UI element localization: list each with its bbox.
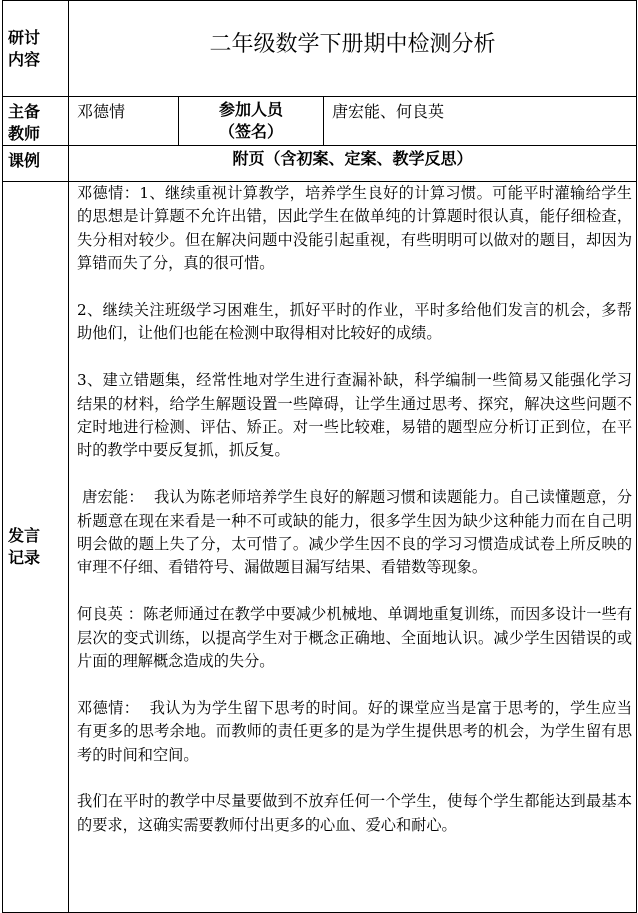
record-row — [3, 182, 637, 913]
topic-label-line2: 内容 — [8, 49, 41, 69]
page-title: 二年级数学下册期中检测分析 — [209, 32, 496, 57]
record-paragraph-1: 邓德情：1、继续重视计算教学，培养学生良好的计算习惯。可能平时灌输给学生的思想是计算题不允许出错，因此学生在做单纯的计算题时很认真，能仔细检查，失分相对较少。但在解决问题中没能引起重视，有些明明可以做对的题目，却因为算错而失了分，真的很可惜。 — [77, 184, 632, 273]
record-paragraph-5-text: 陈老师通过在教学中要减少机械地、单调地重复训练，而因多设计一些有层次的变式训练，以提高学生对于概念正确地、全面地认识。减少学生因错误的或片面的理解概念造成的失分。 — [77, 605, 633, 671]
record-paragraph-3: 3、建立错题集，经常性地对学生进行查漏补缺，科学编制一些简易又能强化学习结果的材料，给学生解题设置一些障碍，让学生通过思考、探究，解决这些问题不定时地进行检测、评估、矫正。对一些比较难，易错的题型应分析订正到位，在平时的教学中要反复抓，抓反复。 — [77, 371, 632, 460]
lesson-label: 课例 — [3, 146, 69, 182]
participants-label-cell — [179, 97, 324, 146]
record-label-line2: 记录 — [8, 548, 41, 567]
lead-teacher-label-line1: 主备 — [8, 102, 41, 121]
record-paragraph-6-text: 我认为为学生留下思考的时间。好的课堂应当是富于思考的，学生应当有更多的思考余地。而教师的责任更多的是为学生提供思考的机会，为学生留有思考的时间和空间。 — [77, 698, 632, 764]
title-cell — [69, 1, 637, 97]
lead-teacher-label-line2: 教师 — [8, 124, 41, 143]
speaker-deng: 邓德情： — [77, 698, 150, 717]
speaker-tang: 唐宏能： — [77, 488, 154, 507]
lesson-row — [3, 146, 637, 182]
participants-label-line1: 参加人员 — [218, 100, 283, 119]
lead-teacher-value: 邓德情 — [69, 97, 179, 146]
record-paragraph-7: 我们在平时的教学中尽量要做到不放弃任何一个学生，使每个学生都能达到最基本的要求，这确实需要教师付出更多的心血、爱心和耐心。 — [77, 792, 632, 834]
record-content — [69, 182, 637, 913]
topic-label-cell — [3, 1, 69, 97]
lead-teacher-label-cell — [3, 97, 69, 146]
teacher-row — [3, 97, 637, 146]
topic-label-line1: 研讨 — [8, 27, 41, 47]
record-paragraph-4 — [77, 486, 632, 580]
record-paragraph-5 — [77, 603, 632, 673]
record-paragraph-2: 2、继续关注班级学习困难生，抓好平时的作业，平时多给他们发言的机会，多帮助他们，让他们也能在检测中取得相对比较好的成绩。 — [77, 301, 632, 343]
participants-label-line2: （签名） — [218, 122, 283, 141]
record-paragraph-6 — [77, 697, 632, 767]
record-label-cell — [3, 182, 69, 913]
record-label-line1: 发言 — [8, 526, 41, 545]
lesson-research-form — [2, 0, 637, 913]
record-paragraph-4-text: 我认为陈老师培养学生良好的解题习惯和读题能力。自己读懂题意，分析题意在现在来看是一种不可或缺的能力，很多学生因为缺少这种能力而在自己明明会做的题上失了分，太可惜了。减少学生因不良的学习习惯造成试卷上所反映的审理不仔细、看错符号、漏做题目漏写结果、看错数等现象。 — [77, 488, 633, 577]
lesson-value: 附页（含初案、定案、教学反思） — [69, 146, 637, 182]
participants-value: 唐宏能、何良英 — [324, 97, 637, 146]
speaker-he: 何良英 ： — [77, 605, 144, 624]
title-row — [3, 1, 637, 97]
